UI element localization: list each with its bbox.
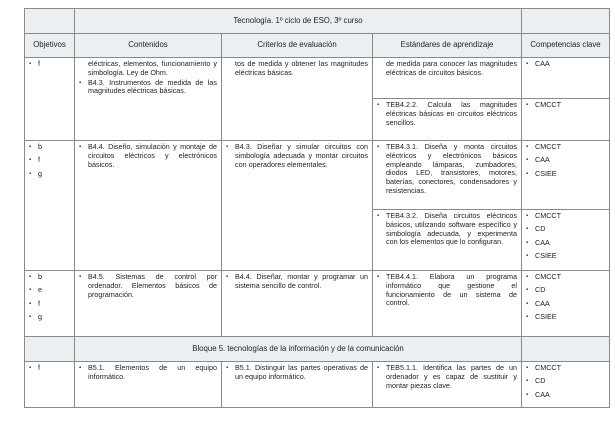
estandar-cell	[373, 99, 522, 141]
competencia-item: ▪ CD	[526, 377, 605, 386]
competencia-item: ▪ CAA	[526, 60, 605, 69]
contenido-item: ▪ B5.1. Elementos de un equipo informático.	[79, 364, 217, 382]
contenidos-cell	[75, 271, 222, 337]
objetivos-cell	[25, 141, 75, 271]
objetivos-cell	[25, 58, 75, 141]
estandar-item: ▪ TEB4.4.1. Elabora un programa informático que gestione el funcionamiento de un sistema de control.	[377, 273, 517, 308]
objetivo-item: ▪ f	[29, 60, 70, 69]
competencia-item: ▪ CAA	[526, 300, 605, 309]
col-header-criterios: Criterios de evaluación	[222, 34, 373, 58]
criterio-item: ▪ B4.3. Diseñar y simular circuitos con simbología adecuada y montar circuitos con operadores elementales.	[226, 143, 368, 169]
contenidos-cell	[75, 362, 222, 408]
bloque-title: Bloque 5. tecnologías de la información y de la comunicación	[75, 337, 522, 362]
estandar-item: de medida para conocer las magnitudes eléctricas de circuitos básicos.	[386, 59, 518, 77]
objetivo-item: ▪ e	[29, 286, 70, 295]
contenidos-cell	[75, 58, 222, 141]
estandar-cell	[373, 271, 522, 337]
competencia-item: ▪ CD	[526, 225, 605, 234]
bloque-spacer	[25, 337, 75, 362]
criterios-cell	[222, 58, 373, 141]
objetivo-item: ▪ f	[29, 300, 70, 309]
competencias-cell	[522, 99, 610, 141]
competencia-item: ▪ CMCCT	[526, 101, 605, 110]
competencia-item: ▪ CMCCT	[526, 212, 605, 221]
competencia-item: ▪ CMCCT	[526, 364, 605, 373]
competencias-cell	[522, 362, 610, 408]
bloque-header-row	[25, 337, 610, 362]
estandar-item: ▪ TEB4.2.2. Calcula las magnitudes eléctricas básicas en circuitos eléctricos sencillos.	[377, 101, 517, 127]
table-row	[25, 362, 610, 408]
competencia-item: ▪ CAA	[526, 391, 605, 400]
competencias-cell	[522, 58, 610, 99]
curriculum-page	[24, 8, 609, 414]
competencias-cell	[522, 141, 610, 210]
curriculum-table	[24, 8, 610, 408]
contenido-item: ▪ B4.5. Sistemas de control por ordenador. Elementos básicos de programación.	[79, 273, 217, 299]
bloque-spacer-right	[522, 337, 610, 362]
contenidos-cell	[75, 141, 222, 271]
criterio-item: ▪ B4.4. Diseñar, montar y programar un sistema sencillo de control.	[226, 273, 368, 291]
criterios-cell	[222, 362, 373, 408]
competencias-cell	[522, 271, 610, 337]
objetivo-item: ▪ f	[29, 364, 70, 373]
estandar-cell	[373, 362, 522, 408]
col-header-competencias: Competencias clave	[522, 34, 610, 58]
objetivos-cell	[25, 271, 75, 337]
table-row	[25, 58, 610, 99]
competencia-item: ▪ CAA	[526, 239, 605, 248]
objetivo-item: ▪ g	[29, 170, 70, 179]
criterio-item: tos de medida y obtener las magnitudes eléctricas básicas.	[235, 59, 368, 77]
criterio-item: ▪ B5.1. Distinguir las partes operativas de un equipo informático.	[226, 364, 368, 382]
title-spacer-right	[522, 9, 610, 34]
estandar-cell	[373, 58, 522, 99]
table-title: Tecnología. 1º ciclo de ESO, 3º curso	[75, 9, 522, 34]
title-spacer	[25, 9, 75, 34]
competencia-item: ▪ CSIEE	[526, 313, 605, 322]
col-header-objetivos: Objetivos	[25, 34, 75, 58]
competencia-item: ▪ CSIEE	[526, 170, 605, 179]
estandar-item: ▪ TEB4.3.2. Diseña circuitos eléctricos básicos, utilizando software específico y simbología adecuada, y experimenta con los elementos que lo configuran.	[377, 212, 517, 247]
table-row	[25, 271, 610, 337]
objetivo-item: ▪ g	[29, 313, 70, 322]
competencia-item: ▪ CSIEE	[526, 252, 605, 261]
criterios-cell	[222, 141, 373, 271]
contenido-item: ▪ B4.3. Instrumentos de medida de las magnitudes eléctricas básicas.	[79, 79, 217, 97]
estandar-cell	[373, 141, 522, 210]
criterios-cell	[222, 271, 373, 337]
estandar-item: ▪ TEB4.3.1. Diseña y monta circuitos eléctricos y electrónicos básicos empleando lámparas, zumbadores, diodos LED, transistores, motores, baterías, conectores, condensadores y resistencias.	[377, 143, 517, 196]
objetivos-cell	[25, 362, 75, 408]
competencia-item: ▪ CAA	[526, 156, 605, 165]
competencias-cell	[522, 210, 610, 271]
competencia-item: ▪ CMCCT	[526, 273, 605, 282]
estandar-cell	[373, 210, 522, 271]
competencia-item: ▪ CMCCT	[526, 143, 605, 152]
contenido-item: ▪ B4.4. Diseño, simulación y montaje de circuitos eléctricos y electrónicos básicos.	[79, 143, 217, 169]
objetivo-item: ▪ f	[29, 156, 70, 165]
col-header-contenidos: Contenidos	[75, 34, 222, 58]
table-row	[25, 141, 610, 210]
col-header-estandares: Estándares de aprendizaje	[373, 34, 522, 58]
objetivo-item: ▪ b	[29, 143, 70, 152]
estandar-item: ▪ TEB5.1.1. Identifica las partes de un ordenador y es capaz de sustituir y montar piezas clave.	[377, 364, 517, 390]
competencia-item: ▪ CD	[526, 286, 605, 295]
contenido-continuation: eléctricas, elementos, funcionamiento y simbología. Ley de Ohm.	[88, 59, 217, 77]
objetivo-item: ▪ b	[29, 273, 70, 282]
